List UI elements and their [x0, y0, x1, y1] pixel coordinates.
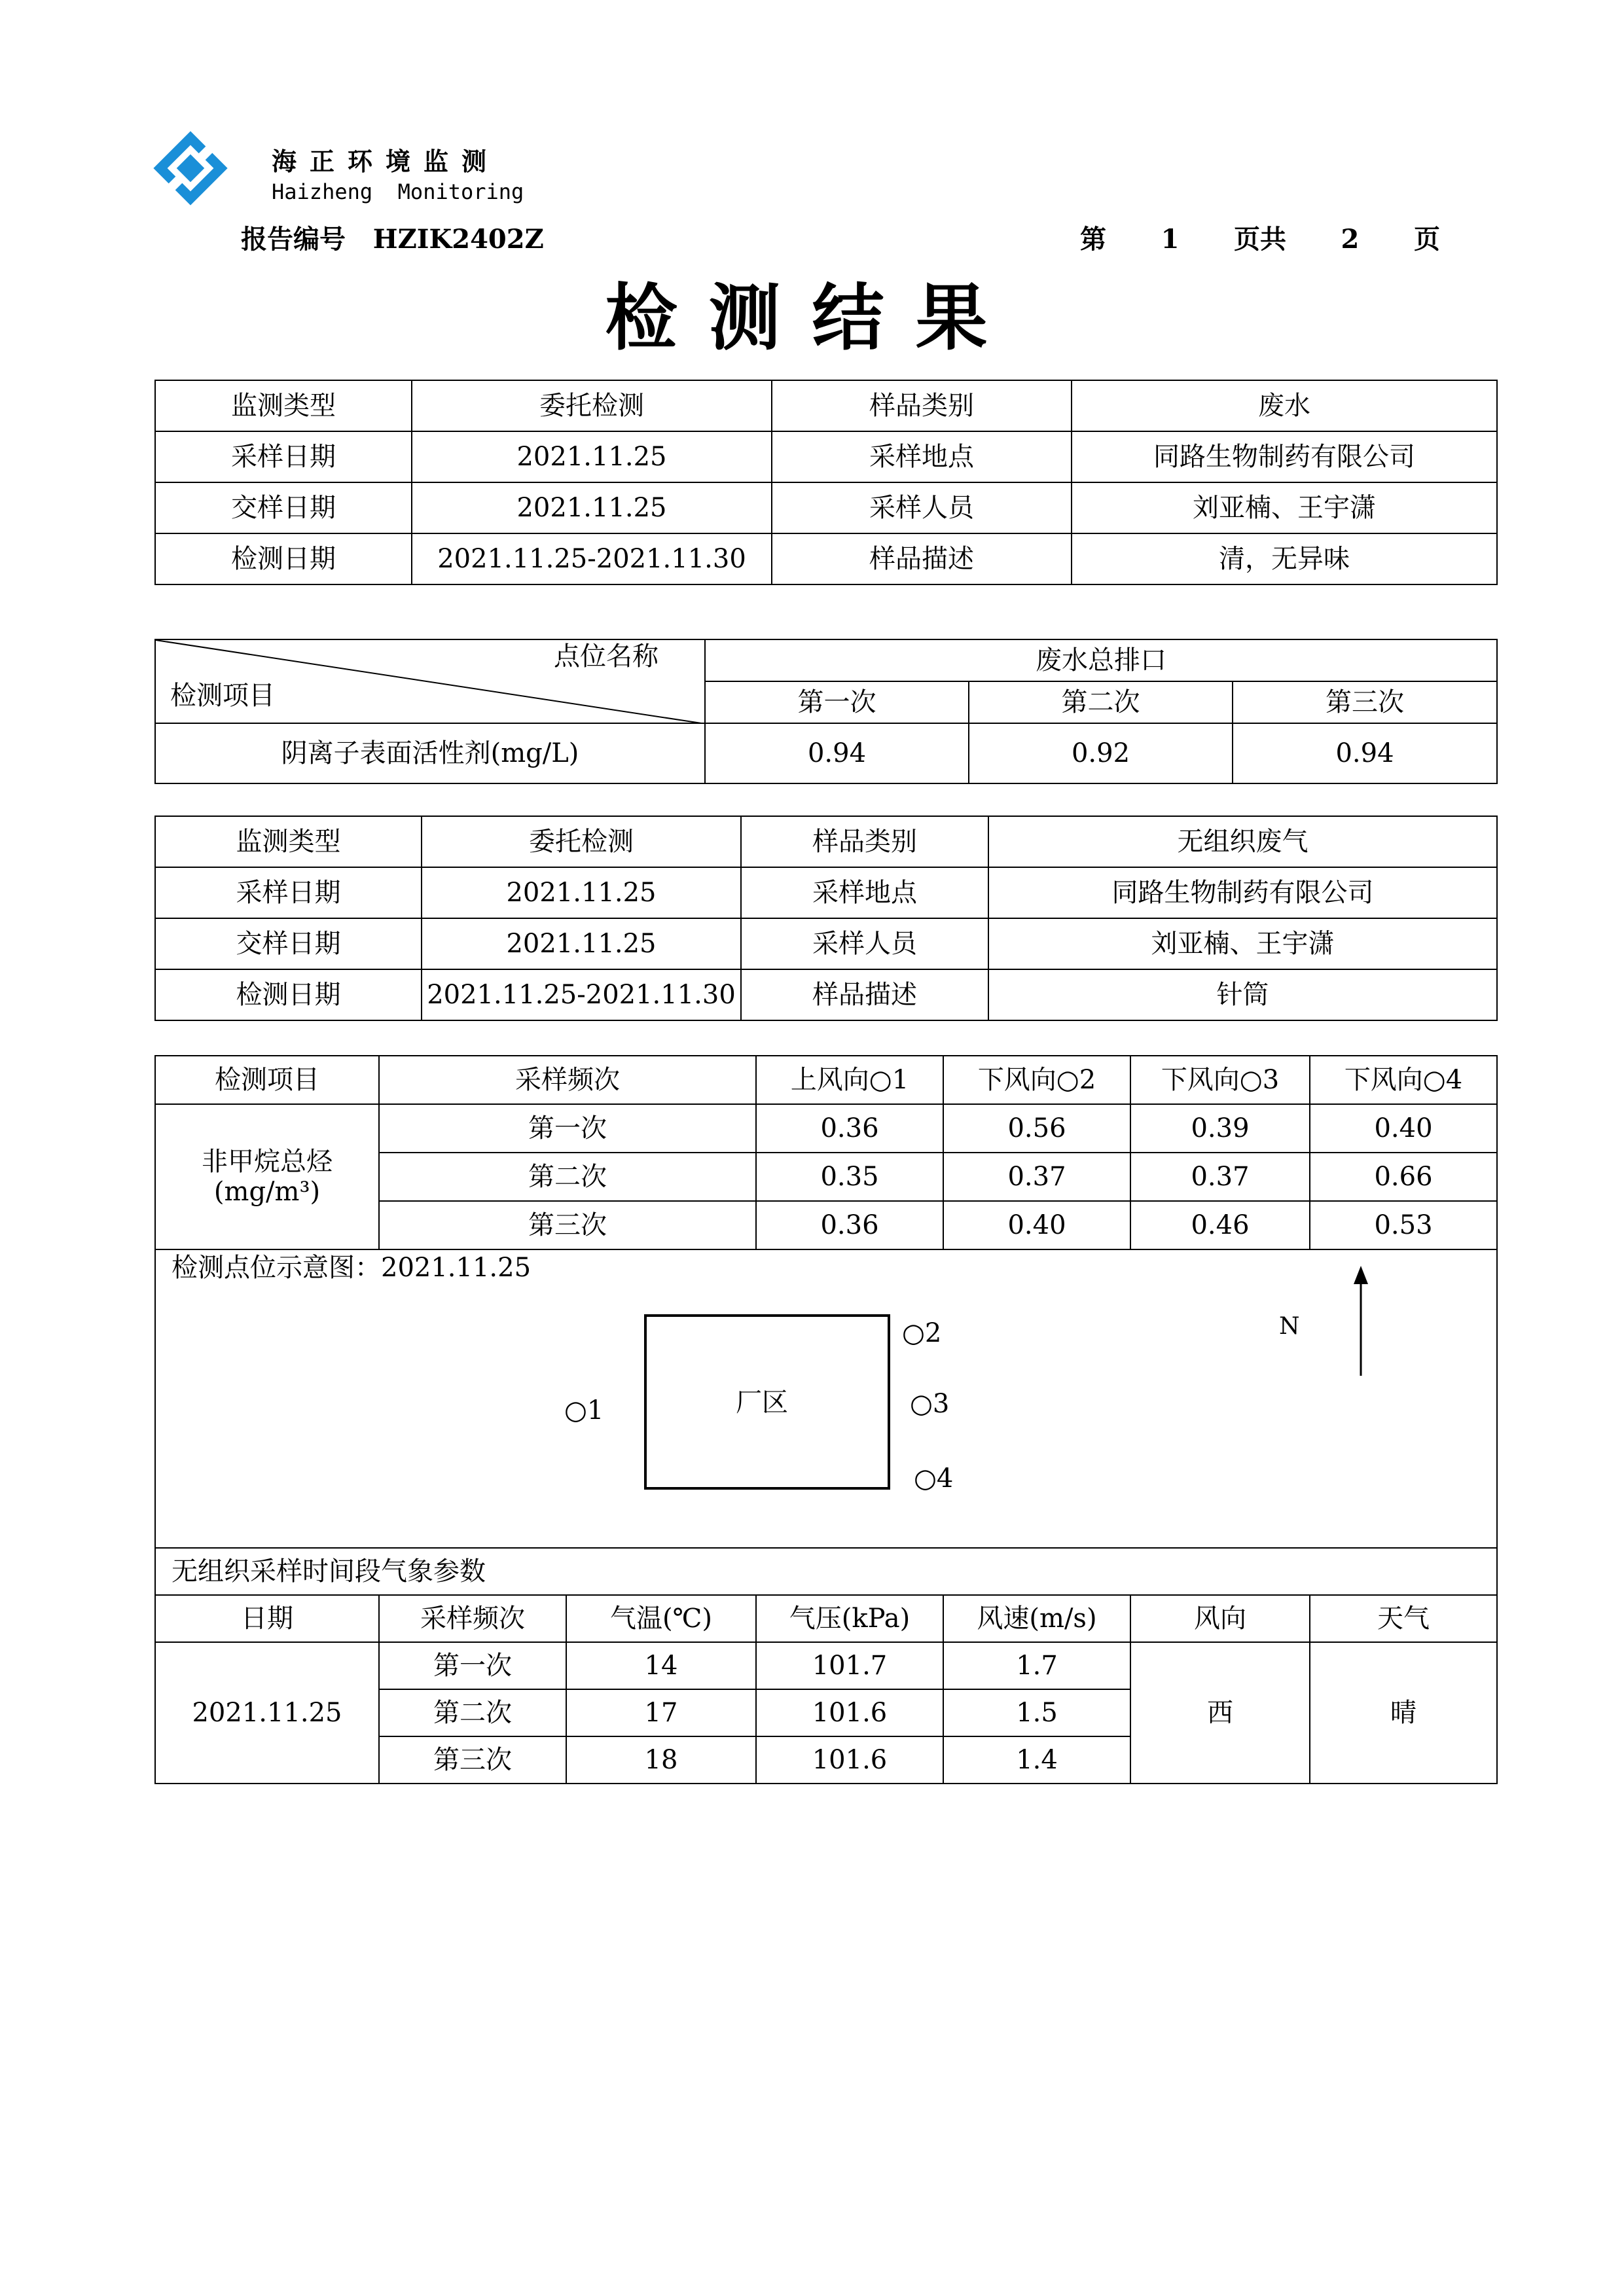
cell: 交样日期	[155, 918, 422, 969]
test-item-label: 检测项目	[170, 681, 275, 711]
schematic-title: 检测点位示意图：2021.11.25	[171, 1253, 532, 1283]
table-row	[155, 969, 1497, 1020]
cell: 采样日期	[155, 431, 412, 482]
wastewater-results-table	[154, 639, 1498, 784]
table-row	[155, 431, 1497, 482]
cell: 2021.11.25-2021.11.30	[422, 969, 741, 1020]
cell: 样品类别	[772, 380, 1072, 431]
point-1-label: ○1	[564, 1395, 604, 1426]
round-cell: 第二次	[379, 1689, 566, 1736]
result-value: 0.37	[1130, 1153, 1310, 1201]
test-item	[155, 1104, 379, 1249]
round-header: 第一次	[705, 681, 969, 723]
page-current: 1	[1161, 224, 1180, 255]
header-cell: 日期	[155, 1595, 379, 1642]
temp-value: 14	[566, 1642, 756, 1689]
speed-value: 1.5	[943, 1689, 1130, 1736]
table-row	[155, 1056, 1497, 1104]
header-cell: 下风向○2	[943, 1056, 1130, 1104]
header-cell: 气压(kPa)	[756, 1595, 943, 1642]
header-cell: 采样频次	[379, 1056, 756, 1104]
page-mid: 页共	[1233, 224, 1286, 255]
gas-info-table	[154, 816, 1498, 1021]
round-cell: 第三次	[379, 1201, 756, 1249]
result-value: 0.46	[1130, 1201, 1310, 1249]
header-cell: 下风向○4	[1310, 1056, 1497, 1104]
speed-value: 1.7	[943, 1642, 1130, 1689]
report-number-label: 报告编号	[241, 224, 346, 255]
north-label: N	[1279, 1313, 1300, 1340]
round-cell: 第一次	[379, 1642, 566, 1689]
table-row	[155, 1548, 1497, 1595]
table-row	[155, 533, 1497, 584]
round-header: 第三次	[1233, 681, 1497, 723]
round-cell: 第一次	[379, 1104, 756, 1153]
pressure-value: 101.6	[756, 1689, 943, 1736]
result-value: 0.94	[1233, 723, 1497, 783]
round-cell: 第三次	[379, 1736, 566, 1784]
temp-value: 18	[566, 1736, 756, 1784]
location-name-label: 点位名称	[554, 641, 659, 672]
table-row	[155, 482, 1497, 533]
cell: 2021.11.25	[422, 867, 741, 918]
result-value: 0.36	[756, 1104, 943, 1153]
cell: 监测类型	[155, 816, 422, 867]
cell: 同路生物制药有限公司	[1072, 431, 1497, 482]
cell: 2021.11.25	[412, 482, 772, 533]
table-row	[155, 816, 1497, 867]
result-value: 0.35	[756, 1153, 943, 1201]
result-value: 0.40	[943, 1201, 1130, 1249]
header-cell: 天气	[1310, 1595, 1497, 1642]
table-row	[155, 918, 1497, 969]
schematic-cell	[155, 1249, 1497, 1548]
pressure-value: 101.6	[756, 1736, 943, 1784]
weather-date: 2021.11.25	[155, 1642, 379, 1784]
test-item-unit: (mg/m³)	[213, 1177, 321, 1207]
result-value: 0.37	[943, 1153, 1130, 1201]
cell: 样品描述	[772, 533, 1072, 584]
cell: 委托检测	[422, 816, 741, 867]
result-value: 0.39	[1130, 1104, 1310, 1153]
cell: 2021.11.25	[422, 918, 741, 969]
round-header: 第二次	[969, 681, 1233, 723]
cell: 交样日期	[155, 482, 412, 533]
table-row	[155, 639, 1497, 681]
brand-name-cn: 海正环境监测	[272, 147, 500, 176]
table-row	[155, 723, 1497, 783]
header-cell: 风向	[1130, 1595, 1310, 1642]
page-indicator	[1080, 219, 1440, 256]
cell: 清，无异味	[1072, 533, 1497, 584]
page-total: 2	[1341, 224, 1360, 255]
cell: 采样地点	[741, 867, 988, 918]
point-3-label: ○3	[910, 1389, 950, 1419]
temp-value: 17	[566, 1689, 756, 1736]
result-value: 0.36	[756, 1201, 943, 1249]
header-cell: 上风向○1	[756, 1056, 943, 1104]
company-logo-icon	[152, 130, 229, 207]
header-cell: 下风向○3	[1130, 1056, 1310, 1104]
page-prefix: 第	[1080, 224, 1106, 255]
page-suffix: 页	[1413, 224, 1440, 255]
cell: 同路生物制药有限公司	[988, 867, 1497, 918]
speed-value: 1.4	[943, 1736, 1130, 1784]
header-cell: 气温(℃)	[566, 1595, 756, 1642]
cell: 针筒	[988, 969, 1497, 1020]
result-value: 0.53	[1310, 1201, 1497, 1249]
cell: 委托检测	[412, 380, 772, 431]
cell: 刘亚楠、王宇潇	[1072, 482, 1497, 533]
gas-results-table	[154, 1055, 1498, 1784]
diagonal-header-cell	[155, 639, 705, 723]
table-row	[155, 1642, 1497, 1689]
table-row	[155, 380, 1497, 431]
cell: 废水	[1072, 380, 1497, 431]
test-item: 阴离子表面活性剂(mg/L)	[155, 723, 705, 783]
schematic-row	[155, 1249, 1497, 1548]
report-number	[241, 219, 544, 256]
cell: 检测日期	[155, 969, 422, 1020]
header-cell: 采样频次	[379, 1595, 566, 1642]
wind-direction: 西	[1130, 1642, 1310, 1784]
point-4-label: ○4	[914, 1463, 954, 1494]
table-row	[155, 1104, 1497, 1153]
result-value: 0.40	[1310, 1104, 1497, 1153]
weather-condition: 晴	[1310, 1642, 1497, 1784]
result-value: 0.94	[705, 723, 969, 783]
pressure-value: 101.7	[756, 1642, 943, 1689]
cell: 检测日期	[155, 533, 412, 584]
cell: 采样人员	[772, 482, 1072, 533]
cell: 采样地点	[772, 431, 1072, 482]
table-row	[155, 1595, 1497, 1642]
report-number-value: HZIK2402Z	[372, 224, 544, 255]
plant-area-label: 厂区	[736, 1388, 788, 1418]
header-cell: 检测项目	[155, 1056, 379, 1104]
round-cell: 第二次	[379, 1153, 756, 1201]
table-row	[155, 867, 1497, 918]
wastewater-info-table	[154, 380, 1498, 585]
result-value: 0.66	[1310, 1153, 1497, 1201]
result-value: 0.92	[969, 723, 1233, 783]
north-arrow-icon	[1351, 1266, 1371, 1377]
cell: 监测类型	[155, 380, 412, 431]
cell: 样品类别	[741, 816, 988, 867]
cell: 采样人员	[741, 918, 988, 969]
cell: 无组织废气	[988, 816, 1497, 867]
result-value: 0.56	[943, 1104, 1130, 1153]
page-title: 检测结果	[605, 276, 1019, 360]
cell: 2021.11.25-2021.11.30	[412, 533, 772, 584]
brand-name-en: Haizheng Monitoring	[272, 179, 524, 204]
location-header: 废水总排口	[705, 639, 1497, 681]
cell: 样品描述	[741, 969, 988, 1020]
cell: 刘亚楠、王宇潇	[988, 918, 1497, 969]
point-2-label: ○2	[902, 1318, 942, 1348]
cell: 采样日期	[155, 867, 422, 918]
header-cell: 风速(m/s)	[943, 1595, 1130, 1642]
weather-section-title: 无组织采样时间段气象参数	[155, 1548, 1497, 1595]
cell: 2021.11.25	[412, 431, 772, 482]
test-item-name: 非甲烷总烃	[202, 1147, 333, 1177]
